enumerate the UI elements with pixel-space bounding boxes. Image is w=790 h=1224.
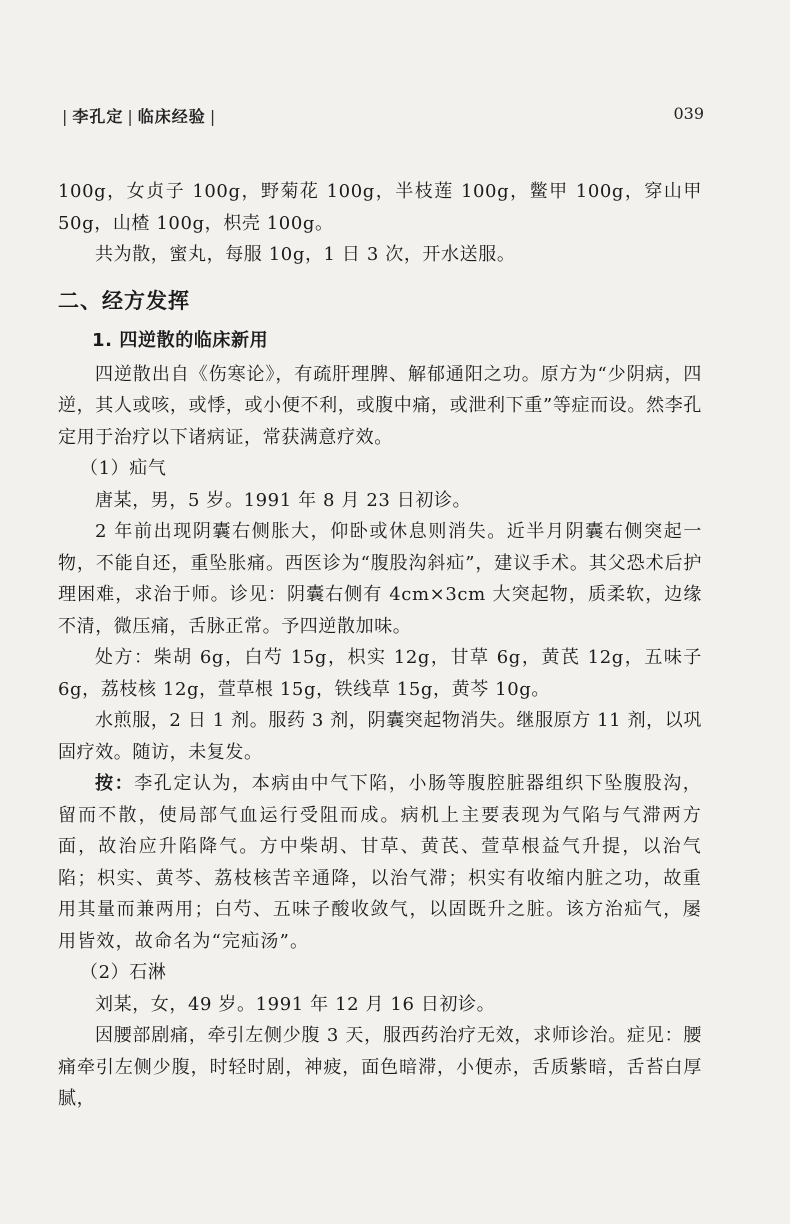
case2-history: 因腰部剧痛，牵引左侧少腹 3 天，服西药治疗无效，求师诊治。症见：腰痛牵引左侧少腹，时轻时剧，神疲，面色暗滞，小便赤，舌质紫暗，舌苔白厚腻，: [58, 1025, 702, 1109]
note-text: 李孔定认为，本病由中气下陷，小肠等腹腔脏器组织下坠腹股沟，留而不散，使局部气血运行受阻而成。病机上主要表现为气陷与气滞两方面，故治应升陷降气。方中柴胡、甘草、黄芪、萱草根益气升提，以治气陷；枳实、黄芩、荔枝核苦辛通降，以治气滞；枳实有收缩内脏之功，故重用其量而兼两用；白芍、五味子酸收敛气，以固既升之脏。该方治疝气，屡用皆效，故命名为“完疝汤”。: [58, 773, 702, 952]
case1-note: [58, 768, 702, 957]
paragraph-dosage: 共为散，蜜丸，每服 10g，1 日 3 次，开水送服。: [95, 244, 516, 265]
case1-patient: 唐某，男，5 岁。1991 年 8 月 23 日初诊。: [95, 489, 472, 511]
case2-patient: 刘某，女，49 岁。1991 年 12 月 16 日初诊。: [95, 993, 496, 1015]
case1-history: 2 年前出现阴囊右侧胀大，仰卧或休息则消失。近半月阴囊右侧突起一物，不能自还，重坠胀痛。西医诊为“腹股沟斜疝”，建议手术。其父恐术后护理困难，求治于师。诊见：阴囊右侧有 4cm×3cm 大突起物，质柔软，边缘不清，微压痛，舌脉正常。予四逆散加味。: [58, 521, 702, 637]
paragraph-continuation: 100g，女贞子 100g，野菊花 100g，半枝莲 100g，鳖甲 100g，穿山甲 50g，山楂 100g，枳壳 100g。: [58, 181, 702, 234]
section-heading: 二、经方发挥: [58, 288, 190, 313]
subsection-heading: 1. 四逆散的临床新用: [92, 330, 269, 351]
page-body: [58, 176, 702, 1115]
page-header: [58, 104, 704, 128]
case1-outcome: 水煎服，2 日 1 剂。服药 3 剂，阴囊突起物消失。继服原方 11 剂，以巩固疗效。随访，未复发。: [58, 710, 702, 763]
paragraph-intro: 四逆散出自《伤寒论》，有疏肝理脾、解郁通阳之功。原方为“少阴病，四逆，其人或咳，或悸，或小便不利，或腹中痛，或泄利下重”等症而设。然李孔定用于治疗以下诸病证，常获满意疗效。: [58, 363, 702, 448]
running-head-author: 李孔定: [72, 107, 124, 126]
note-label: 按：: [95, 773, 135, 794]
running-head: | 李孔定 | 临床经验 |: [62, 107, 217, 126]
case1-heading: （1）疝气: [80, 458, 167, 479]
running-head-title: 临床经验: [137, 107, 206, 126]
case1-prescription: 处方：柴胡 6g，白芍 15g，枳实 12g，甘草 6g，黄芪 12g，五味子 6g，荔枝核 12g，萱草根 15g，铁线草 15g，黄芩 10g。: [58, 647, 702, 700]
case2-heading: （2）石淋: [80, 962, 167, 983]
page-number: 039: [673, 104, 704, 123]
